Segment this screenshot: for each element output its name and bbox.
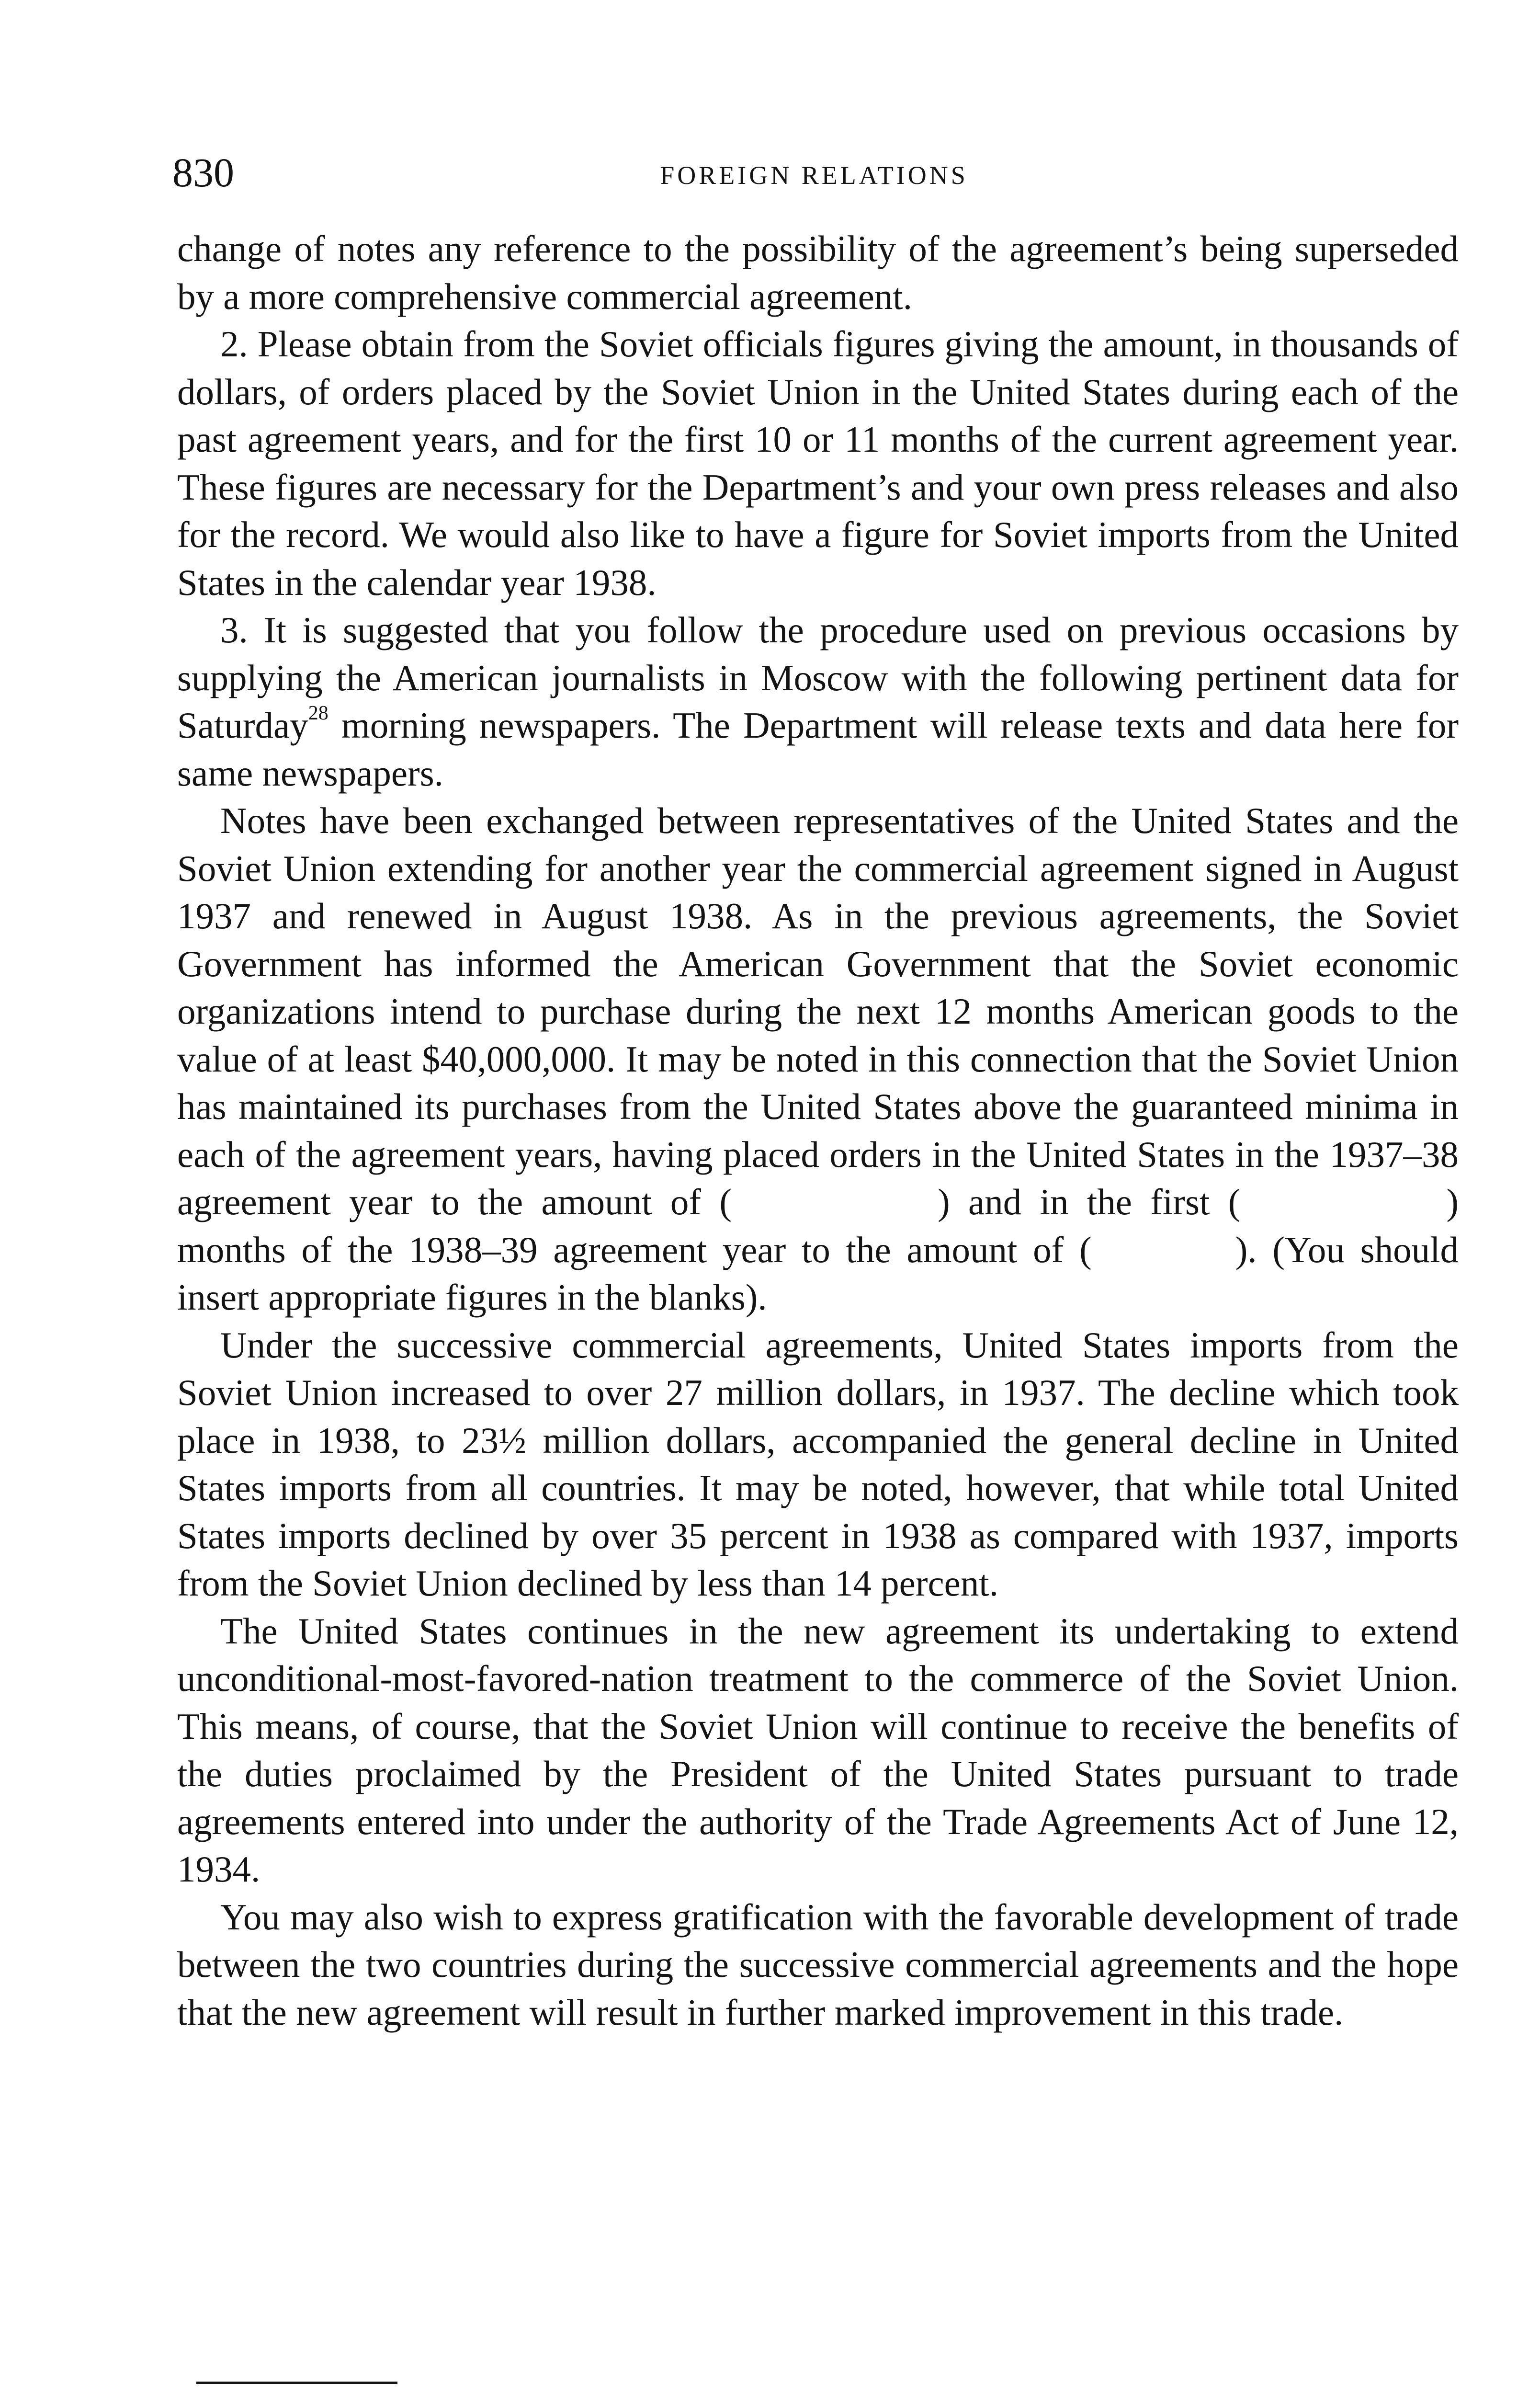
paragraph-press-data bbox=[177, 797, 1459, 1322]
paragraph-item-3-text-continued: morning newspapers. The Department will release texts and data here for same newspapers. bbox=[177, 705, 1459, 794]
page-header bbox=[172, 144, 1456, 201]
body-text bbox=[177, 225, 1459, 2036]
press-data-text-c: ) months of the 1938–39 agreement year to the amount of ( bbox=[177, 1181, 1459, 1270]
paragraph-item-3-text: 3. It is suggested that you follow the procedure used on previous occasions by supplying the American journalists in Moscow with the following pertinent data for Saturday bbox=[177, 609, 1459, 746]
paragraph-item-2: 2. Please obtain from the Soviet officials figures giving the amount, in thousands of dollars, of orders placed by the Soviet Union in the United States during each of the past agreement years, and for the first 10 or 11 months of the current agreement year. These figures are necessary for the Department’s and your own press releases and also for the record. We would also like to have a figure for Soviet imports from the United States in the calendar year 1938. bbox=[177, 323, 1459, 603]
press-data-text-d: ). (You should insert appropriate figures in the blanks). bbox=[177, 1229, 1459, 1318]
page-number: 830 bbox=[172, 149, 234, 195]
running-head: FOREIGN RELATIONS bbox=[660, 161, 968, 190]
paragraph-item-3 bbox=[177, 606, 1459, 797]
footnote-reference: 28 bbox=[308, 702, 328, 725]
paragraph-imports: Under the successive commercial agreements, United States imports from the Soviet Union increased to over 27 million dollars, in 1937. The decline which took place in 1938, to 23½ million dollars, accompanied the general decline in United States imports from all countries. It may be noted, however, that while total United States imports declined by over 35 percent in 1938 as compared with 1937, imports from the Soviet Union declined by less than 14 percent. bbox=[177, 1324, 1459, 1604]
press-data-text-b: ) and in the first ( bbox=[938, 1181, 1241, 1222]
paragraph-mfn-treatment: The United States continues in the new agreement its undertaking to extend unconditional-most-favored-nation treatment to the commerce of the Soviet Union. This means, of course, that the Soviet Union will continue to receive the benefits of the duties proclaimed by the President of the United States pursuant to trade agreements entered into under the authority of the Trade Agreements Act of June 12, 1934. bbox=[177, 1610, 1459, 1890]
footnote-rule bbox=[196, 2382, 397, 2384]
paragraph-gratification: You may also wish to express gratification with the favorable development of trade between the two countries during the successive commercial agreements and the hope that the new agreement will result in further marked improvement in this trade. bbox=[177, 1896, 1459, 2033]
press-data-text-a: Notes have been exchanged between representatives of the United States and the Soviet Union extending for another year the commercial agreement signed in August 1937 and renewed in August 1938. As in the previous agreements, the Soviet Government has informed the American Government that the Soviet economic organizations intend to purchase during the next 12 months American goods to the value of at least $40,000,000. It may be noted in this connection that the Soviet Union has maintained its purchases from the United States above the guaranteed minima in each of the agreement years, having placed orders in the United States in the 1937–38 agreement year to the amount of ( bbox=[177, 800, 1459, 1222]
paragraph-continuation: change of notes any reference to the possibility of the agreement’s being superseded by a more comprehensive commercial agreement. bbox=[177, 228, 1459, 317]
